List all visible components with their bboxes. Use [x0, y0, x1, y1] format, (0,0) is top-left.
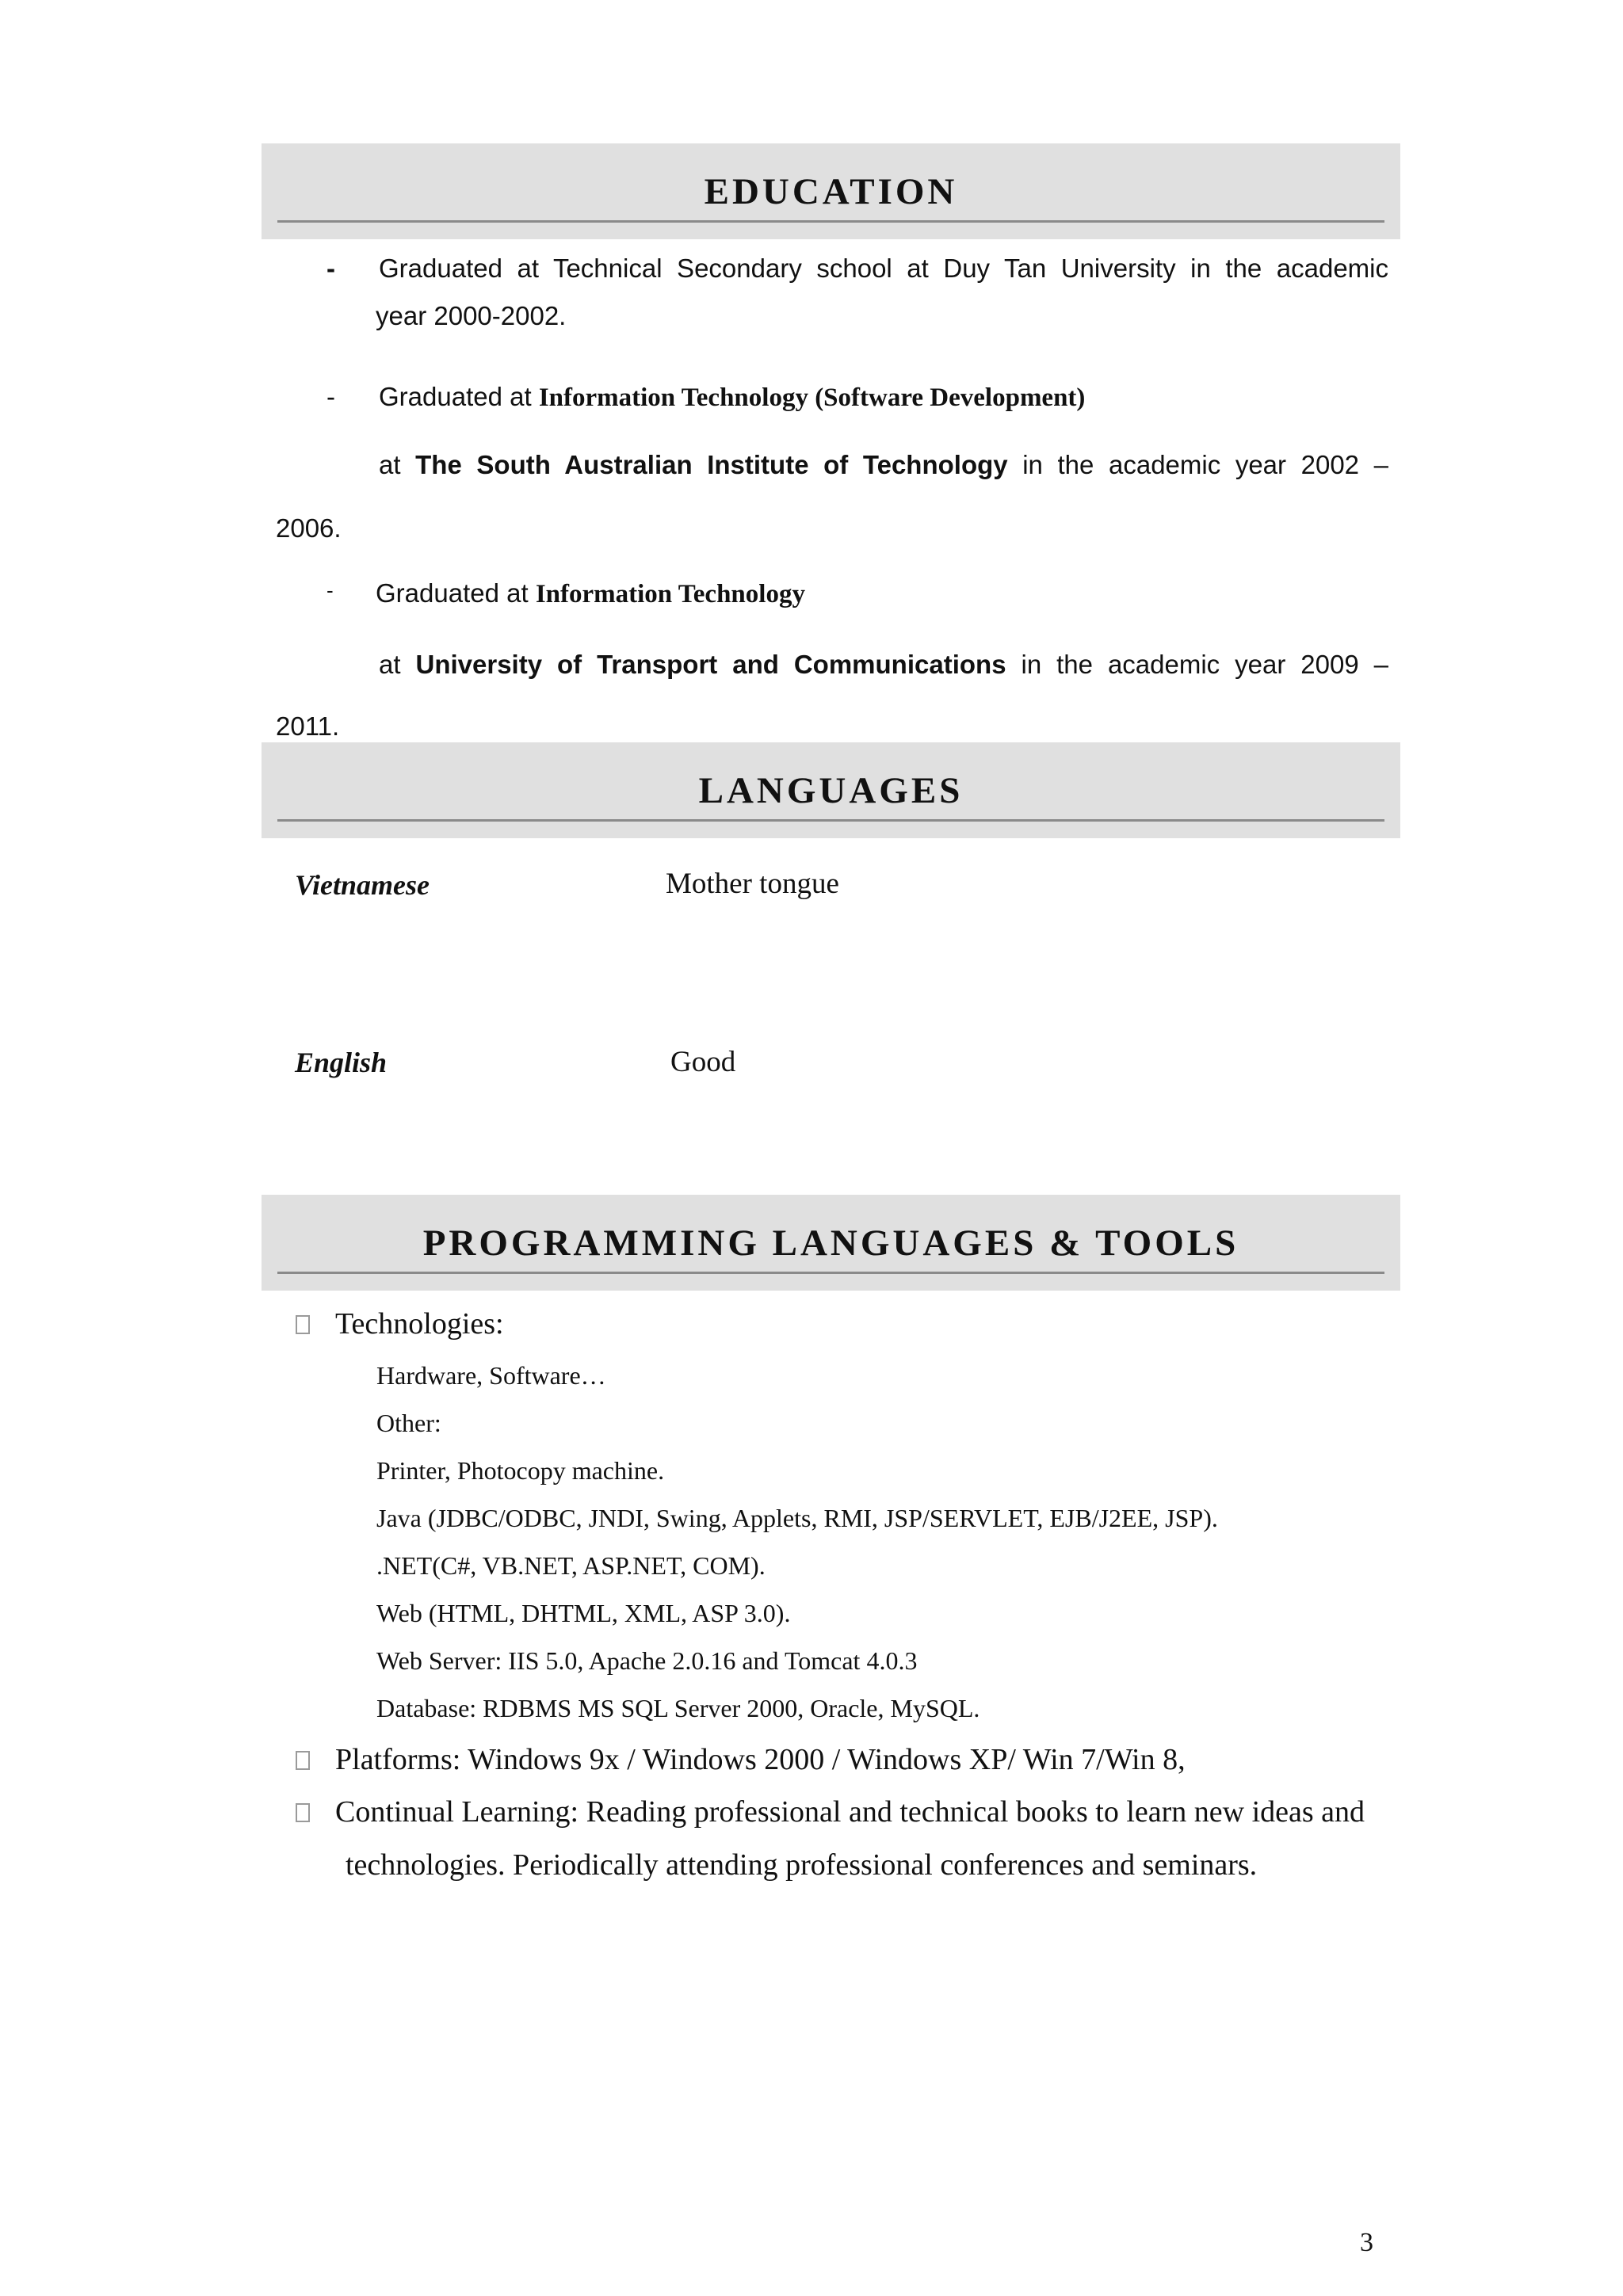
technology-item: Database: RDBMS MS SQL Server 2000, Oracle, MySQL. — [376, 1694, 980, 1722]
education-item3-school: University of Transport and Communications — [415, 650, 1006, 679]
education-item2-prefix: Graduated at — [379, 382, 539, 411]
technologies-label: Technologies: — [335, 1307, 504, 1341]
education-item2-field: Information Technology (Software Development) — [538, 383, 1086, 412]
education-item2-bullet: - — [327, 382, 335, 411]
technology-item: .NET(C#, VB.NET, ASP.NET, COM). — [376, 1551, 766, 1580]
education-item3-bullet: - — [327, 578, 334, 602]
programming-heading: PROGRAMMING LANGUAGES & TOOLS — [422, 1222, 1239, 1264]
education-item3-suffix: in the academic year 2009 – — [1006, 650, 1388, 679]
technology-item: Java (JDBC/ODBC, JNDI, Swing, Applets, RMI, JSP/SERVLET, EJB/J2EE, JSP). — [376, 1504, 1218, 1532]
technology-item: Hardware, Software… — [376, 1361, 606, 1390]
education-item2-suffix: in the academic year 2002 – — [1007, 450, 1388, 479]
education-item3-line2 — [379, 650, 1388, 680]
continual-learning-line1: Continual Learning: Reading professional and technical books to learn new ideas and — [335, 1795, 1365, 1829]
education-item3-at: at — [379, 650, 416, 679]
languages-heading: LANGUAGES — [698, 770, 964, 811]
education-header-rule — [277, 220, 1384, 223]
education-item3-year-end: 2011. — [276, 711, 340, 741]
education-item1-bullet: - — [327, 254, 335, 283]
programming-header-rule — [277, 1272, 1384, 1274]
language-level-vietnamese: Mother tongue — [666, 868, 839, 900]
education-item2-line1 — [379, 382, 1085, 413]
technology-item: Web (HTML, DHTML, XML, ASP 3.0). — [376, 1599, 791, 1627]
platforms-text: Platforms: Windows 9x / Windows 2000 / Windows XP/ Win 7/Win 8, — [335, 1743, 1186, 1776]
technology-item: Web Server: IIS 5.0, Apache 2.0.16 and Tomcat 4.0.3 — [376, 1646, 918, 1675]
languages-header — [262, 742, 1400, 838]
education-item2-school: The South Australian Institute of Technology — [415, 450, 1008, 479]
continual-learning-bullet-icon — [296, 1803, 310, 1822]
education-heading: EDUCATION — [704, 171, 958, 212]
continual-learning-line2: technologies. Periodically attending professional conferences and seminars. — [346, 1848, 1258, 1882]
language-name-vietnamese: Vietnamese — [295, 869, 430, 901]
technology-item: Other: — [376, 1409, 441, 1437]
platforms-bullet-icon — [296, 1751, 310, 1770]
language-level-english: Good — [670, 1046, 736, 1078]
education-item2-line2 — [379, 450, 1388, 480]
languages-header-rule — [277, 819, 1384, 822]
education-item2-at: at — [379, 450, 416, 479]
education-item3-prefix: Graduated at — [376, 578, 536, 608]
technology-item: Printer, Photocopy machine. — [376, 1456, 665, 1485]
education-item3-line1 — [376, 578, 805, 609]
education-item2-year-end: 2006. — [276, 513, 342, 543]
education-item1-line1: Graduated at Technical Secondary school at Duy Tan University in the academic — [379, 254, 1388, 283]
page-number: 3 — [1360, 2228, 1373, 2257]
education-item3-field: Information Technology — [535, 580, 805, 608]
language-name-english: English — [295, 1047, 388, 1078]
technologies-bullet-icon — [296, 1315, 310, 1334]
education-item1-line2: year 2000-2002. — [376, 301, 567, 330]
education-header — [262, 143, 1400, 239]
programming-header — [262, 1195, 1400, 1291]
